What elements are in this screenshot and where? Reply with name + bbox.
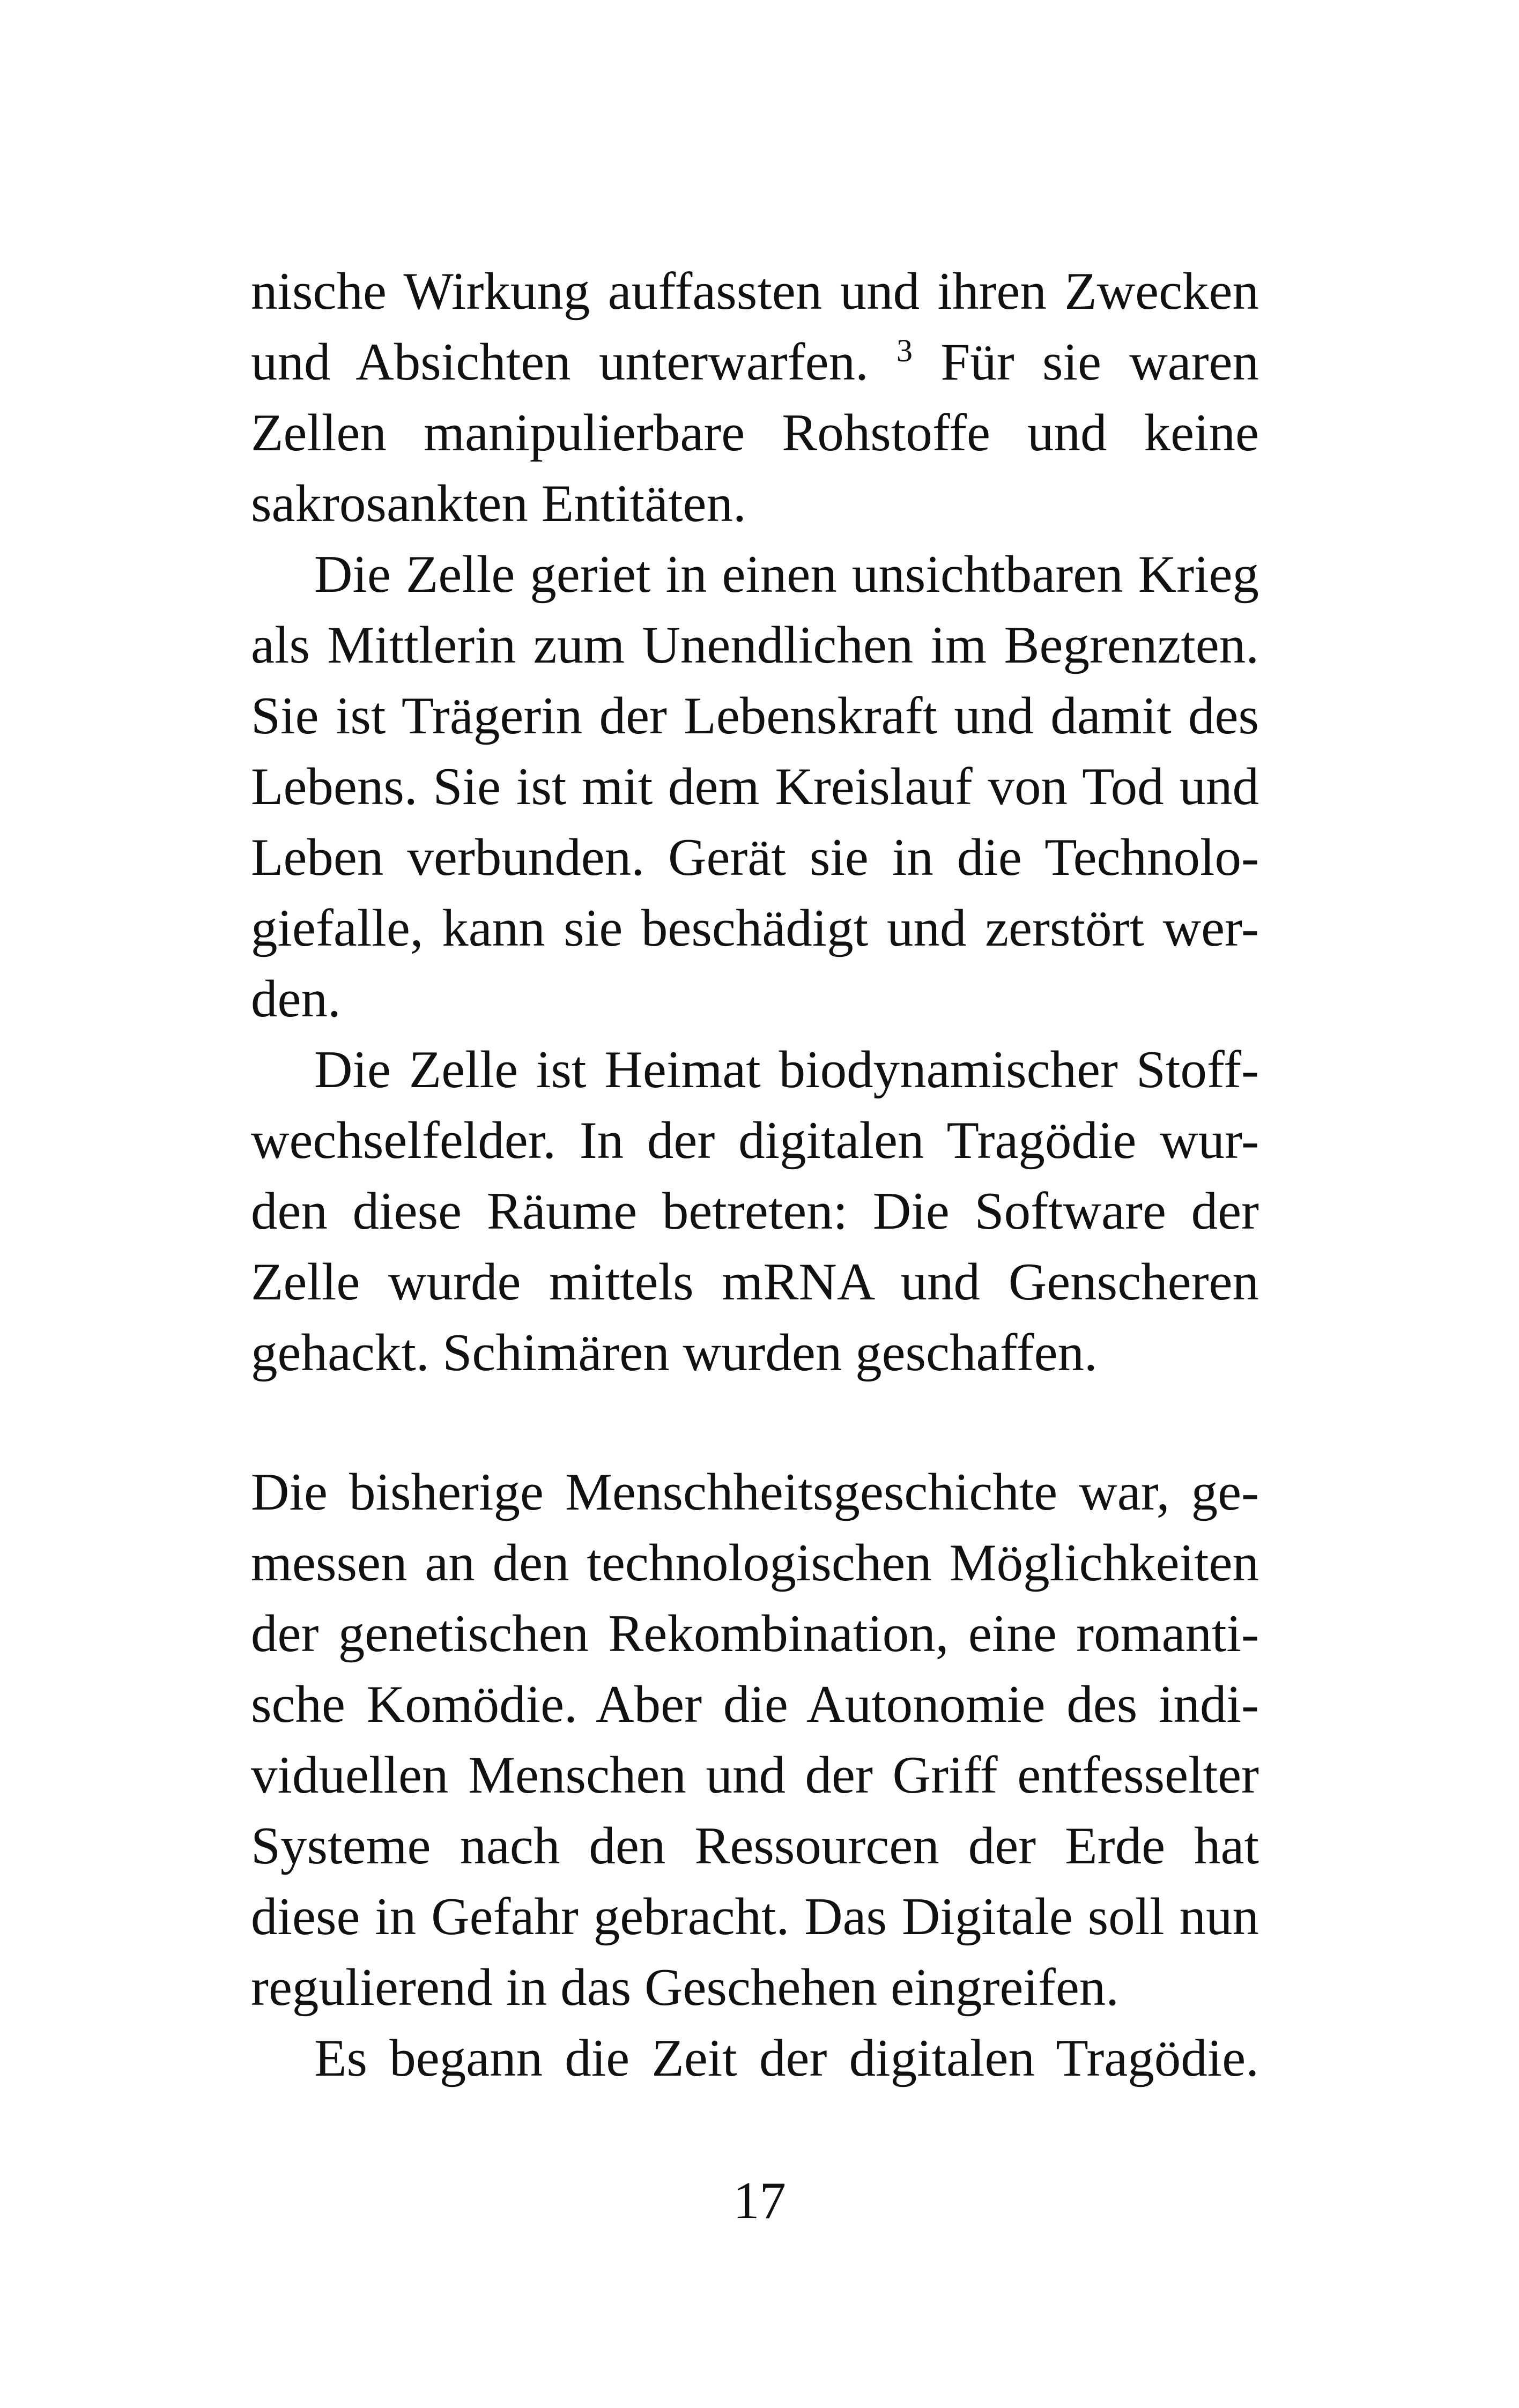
text-line: gehackt. Schimären wurden geschaffen. — [251, 1324, 1098, 1382]
text-line: Die bisherige Menschheitsgeschichte war, ge- — [251, 1463, 1259, 1521]
text-line: messen an den technologischen Möglichkeiten — [251, 1534, 1259, 1592]
text-line: als Mittlerin zum Unendlichen im Begrenzten. — [251, 616, 1259, 674]
text-line: sche Komödie. Aber die Autonomie des indi- — [251, 1675, 1259, 1734]
text-line: Es begann die Zeit der digitalen Tragödie. — [314, 2029, 1259, 2087]
page-number: 17 — [733, 2172, 786, 2230]
text-line: Zelle wurde mittels mRNA und Genscheren — [251, 1253, 1259, 1311]
text-fragment: und Absichten unterwarfen. — [251, 333, 869, 391]
text-line: Die Zelle ist Heimat biodynamischer Stoff- — [314, 1041, 1259, 1099]
text-line: diese in Gefahr gebracht. Das Digitale soll nun — [251, 1887, 1259, 1946]
text-line: Lebens. Sie ist mit dem Kreislauf von Tod und — [251, 757, 1259, 816]
text-line: Die Zelle geriet in einen unsichtbaren Krieg — [314, 545, 1259, 604]
text-line: sakrosankten Entitäten. — [251, 474, 746, 533]
text-section-cell — [251, 256, 1259, 1388]
text-line: Leben verbunden. Gerät sie in die Technolo- — [251, 828, 1259, 887]
footnote-reference: 3 — [896, 333, 913, 368]
text-line-with-footnote — [251, 327, 1259, 398]
text-line: regulierend in das Geschehen eingreifen. — [251, 1958, 1120, 2017]
text-line: Zellen manipulierbare Rohstoffe und keine — [251, 404, 1259, 462]
text-line: den diese Räume betreten: Die Software der — [251, 1182, 1259, 1240]
text-section-comedy — [251, 1457, 1259, 2094]
text-fragment: Für sie waren — [940, 333, 1259, 391]
text-line: giefalle, kann sie beschädigt und zerstört wer- — [251, 899, 1259, 957]
text-line: den. — [251, 970, 341, 1028]
text-line: viduellen Menschen und der Griff entfesselter — [251, 1746, 1259, 1804]
text-line: wechselfelder. In der digitalen Tragödie wur- — [251, 1111, 1259, 1170]
text-line: der genetischen Rekombination, eine romanti- — [251, 1604, 1259, 1663]
text-line: Systeme nach den Ressourcen der Erde hat — [251, 1817, 1259, 1875]
text-line: nische Wirkung auffassten und ihren Zwecken — [251, 262, 1259, 321]
text-line: Sie ist Trägerin der Lebenskraft und damit des — [251, 687, 1259, 745]
